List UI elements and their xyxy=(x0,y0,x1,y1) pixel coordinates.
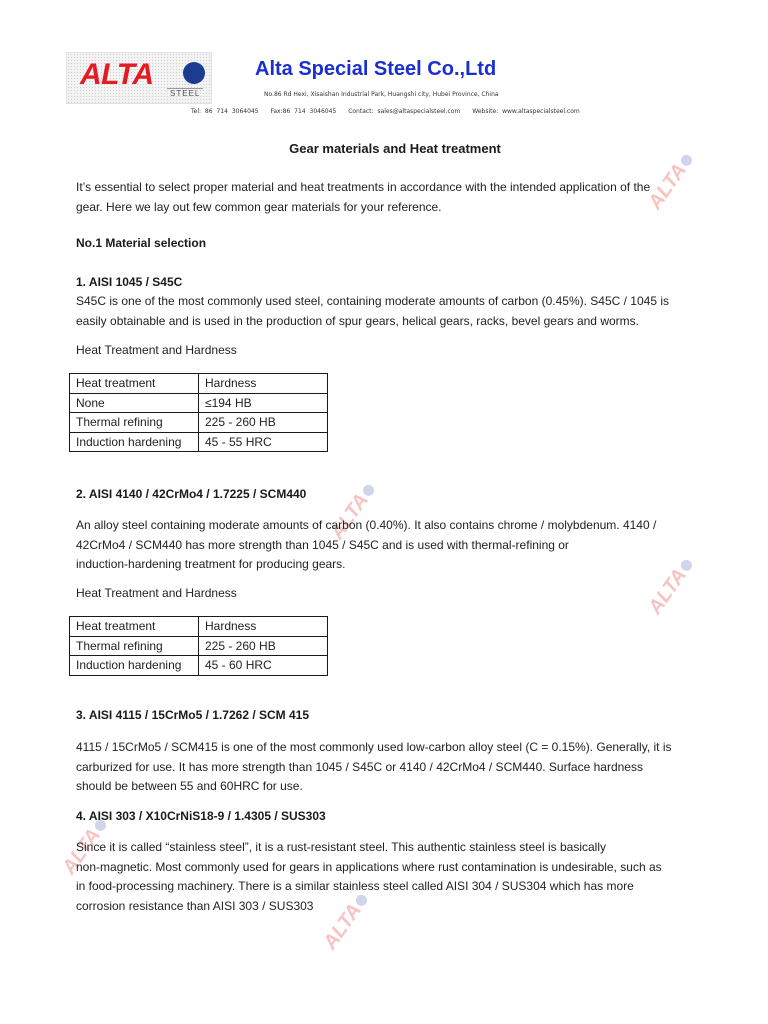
table-header-cell: Hardness xyxy=(199,617,328,637)
table-cell: 225 - 260 HB xyxy=(199,636,328,656)
section-heading: No.1 Material selection xyxy=(76,236,207,250)
text-line: Since it is called “stainless steel”, it is a rust-resistant steel. This authentic stainless steel is basically xyxy=(76,840,606,854)
company-address: No.86 Rd Hexi, Xisaishan Industrial Park, Huangshi city, Hubei Province, China xyxy=(264,91,499,98)
intro-paragraph xyxy=(76,178,716,217)
text-line: non-magnetic. Most commonly used for gears in applications where rust contamination is undesirable, such as xyxy=(76,859,662,874)
table-row xyxy=(70,656,328,676)
table-cell: Thermal refining xyxy=(70,636,199,656)
material-heading: 3. AISI 4115 / 15CrMo5 / 1.7262 / SCM 415 xyxy=(76,708,310,722)
table-header-cell: Heat treatment xyxy=(70,617,199,637)
text-line: It’s essential to select proper material and heat treatments in accordance with the intended application of the xyxy=(76,180,651,194)
text-line: An alloy steel containing moderate amounts of carbon (0.40%). It also contains chrome / molybdenum. 4140 / xyxy=(76,518,657,532)
watermark-logo: ALTA xyxy=(319,889,374,954)
heat-treatment-label: Heat Treatment and Hardness xyxy=(76,586,237,600)
watermark-logo: ALTA xyxy=(644,149,699,214)
heat-treatment-table xyxy=(69,373,328,452)
text-line: corrosion resistance than AISI 303 / SUS303 xyxy=(76,898,314,913)
text-line: S45C is one of the most commonly used steel, containing moderate amounts of carbon (0.45%). S45C / 1045 is xyxy=(76,294,669,308)
text-line: 42CrMo4 / SCM440 has more strength than 1045 / S45C and is used with thermal-refining or xyxy=(76,537,569,552)
fax-number: Fax:86 714 3046045 xyxy=(270,108,337,115)
table-cell: Thermal refining xyxy=(70,413,199,433)
material-description xyxy=(76,838,716,916)
table-row xyxy=(70,636,328,656)
heat-treatment-label: Heat Treatment and Hardness xyxy=(76,343,237,357)
table-header-cell: Heat treatment xyxy=(70,374,199,394)
text-line: gear. Here we lay out few common gear materials for your reference. xyxy=(76,199,442,214)
material-heading: 2. AISI 4140 / 42CrMo4 / 1.7225 / SCM440 xyxy=(76,487,307,501)
material-heading: 1. AISI 1045 / S45C xyxy=(76,275,183,289)
table-row xyxy=(70,413,328,433)
table-row xyxy=(70,393,328,413)
text-line: carburized for use. It has more strength than 1045 / S45C or 4140 / 42CrMo4 / SCM440. Surface hardness xyxy=(76,759,643,774)
contact-line xyxy=(191,108,588,115)
text-line: 4115 / 15CrMo5 / SCM415 is one of the most commonly used low-carbon alloy steel (C = 0.15%). Generally, it is xyxy=(76,740,672,754)
text-line: should be between 55 and 60HRC for use. xyxy=(76,779,303,793)
table-cell: Induction hardening xyxy=(70,432,199,452)
table-header-cell: Hardness xyxy=(199,374,328,394)
table-cell: None xyxy=(70,393,199,413)
watermark-logo: ALTA xyxy=(58,814,113,879)
table-cell: 45 - 60 HRC xyxy=(199,656,328,676)
heat-treatment-table xyxy=(69,616,328,676)
tel-number: Tel: 86 714 3064045 xyxy=(191,108,259,115)
table-cell: 225 - 260 HB xyxy=(199,413,328,433)
logo-ball-icon xyxy=(183,62,205,84)
watermark-logo: ALTA xyxy=(326,479,381,544)
text-line: easily obtainable and is used in the production of spur gears, helical gears, racks, bevel gears and worms. xyxy=(76,313,639,328)
material-heading: 4. AISI 303 / X10CrNiS18-9 / 1.4305 / SUS303 xyxy=(76,809,326,823)
table-header-row xyxy=(70,617,328,637)
table-cell: Induction hardening xyxy=(70,656,199,676)
text-line: induction-hardening treatment for producing gears. xyxy=(76,557,346,571)
document-title: Gear materials and Heat treatment xyxy=(289,141,501,156)
table-header-row xyxy=(70,374,328,394)
material-description xyxy=(76,292,716,331)
website-link[interactable]: Website: www.altaspecialsteel.com xyxy=(472,108,580,115)
table-cell: ≤194 HB xyxy=(199,393,328,413)
company-name: Alta Special Steel Co.,Ltd xyxy=(255,58,497,80)
table-cell: 45 - 55 HRC xyxy=(199,432,328,452)
watermark-logo: ALTA xyxy=(644,554,699,619)
company-logo xyxy=(66,52,212,104)
logo-subtext: STEEL xyxy=(167,88,203,98)
material-description xyxy=(76,516,716,575)
material-description xyxy=(76,738,716,797)
table-row xyxy=(70,432,328,452)
text-line: in food-processing machinery. There is a similar stainless steel called AISI 304 / SUS304 which has more xyxy=(76,879,634,893)
email-address[interactable]: Contact: sales@altaspecialsteel.com xyxy=(348,108,461,115)
logo-wordmark: ALTA xyxy=(80,58,154,91)
